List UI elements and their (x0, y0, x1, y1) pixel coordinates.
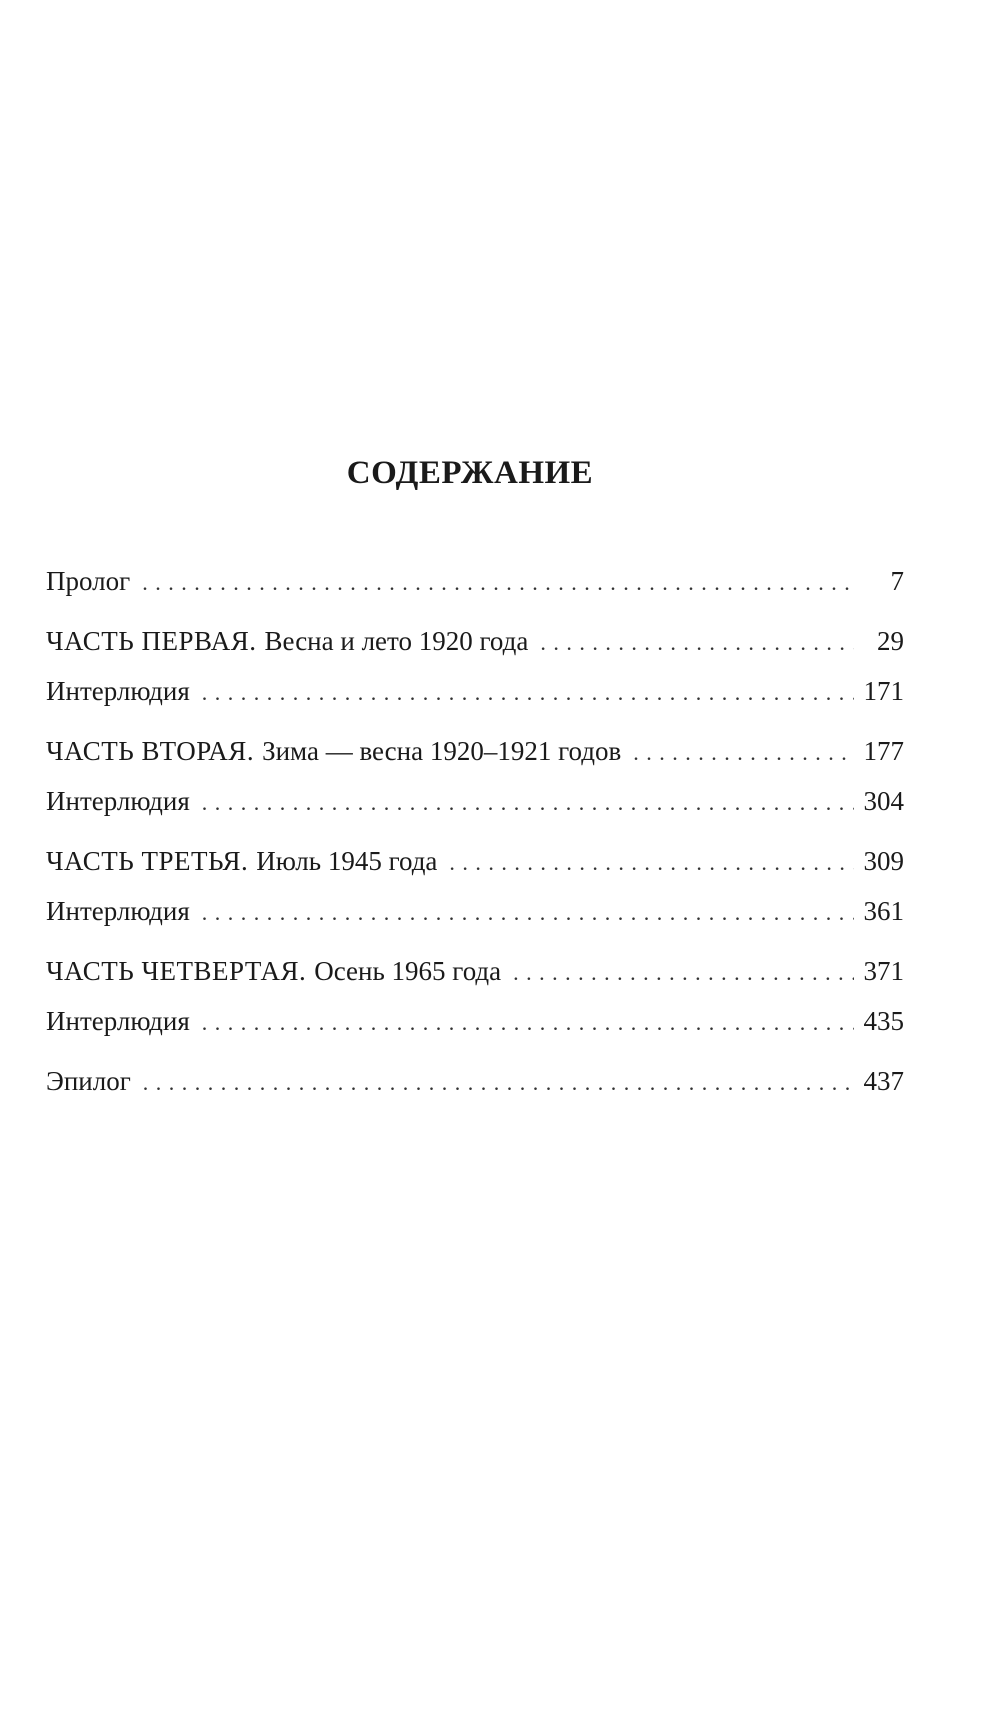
toc-entry-page: 437 (863, 1066, 904, 1096)
toc-entry-page: 309 (863, 846, 904, 876)
toc-entry-page: 171 (863, 676, 904, 706)
dot-leader (202, 998, 854, 1048)
toc-entry-label: Зима — весна 1920–1921 годов (262, 736, 622, 766)
toc-entry-part: ЧАСТЬ ПЕРВАЯ. (46, 626, 257, 656)
page-title: СОДЕРЖАНИЕ (346, 455, 594, 491)
toc-entry-page: 371 (863, 956, 904, 986)
toc-entry-label: Интерлюдия (46, 1006, 190, 1036)
toc-entry-label: Интерлюдия (46, 896, 190, 926)
toc-entry-interlude-1 (46, 666, 904, 716)
toc-entry-interlude-2 (46, 776, 904, 826)
toc-entry-part-one (46, 616, 904, 666)
dot-leader (633, 728, 853, 778)
toc-entry-label: Интерлюдия (46, 786, 190, 816)
toc-entry-page: 304 (863, 786, 904, 816)
toc-entry-page: 361 (863, 896, 904, 926)
dot-leader (202, 888, 854, 938)
toc-entry-part-four (46, 946, 904, 996)
dot-leader (202, 778, 854, 828)
toc-entry-page: 435 (863, 1006, 904, 1036)
dot-leader (143, 1058, 854, 1108)
dot-leader (202, 668, 854, 718)
dot-leader (540, 618, 854, 668)
dot-leader (449, 838, 853, 888)
toc-entry-page: 177 (863, 736, 904, 766)
toc-entry-interlude-3 (46, 886, 904, 936)
table-of-contents (46, 556, 904, 1106)
toc-entry-page: 29 (877, 626, 904, 656)
toc-entry-part-two (46, 726, 904, 776)
toc-entry-epilogue (46, 1056, 904, 1106)
toc-entry-label: Июль 1945 года (256, 846, 438, 876)
toc-entry-part: ЧАСТЬ ВТОРАЯ. (46, 736, 255, 766)
toc-entry-label: Эпилог (46, 1066, 131, 1096)
toc-entry-part: ЧАСТЬ ТРЕТЬЯ. (46, 846, 249, 876)
dot-leader (513, 948, 853, 998)
toc-entry-prologue (46, 556, 904, 606)
toc-entry-interlude-4 (46, 996, 904, 1046)
toc-entry-label: Интерлюдия (46, 676, 190, 706)
toc-entry-part-three (46, 836, 904, 886)
toc-entry-label: Осень 1965 года (314, 956, 502, 986)
dot-leader (142, 558, 854, 608)
toc-entry-part: ЧАСТЬ ЧЕТВЕРТАЯ. (46, 956, 307, 986)
toc-entry-page: 7 (890, 566, 904, 596)
toc-entry-label: Пролог (46, 566, 131, 596)
toc-entry-label: Весна и лето 1920 года (264, 626, 529, 656)
